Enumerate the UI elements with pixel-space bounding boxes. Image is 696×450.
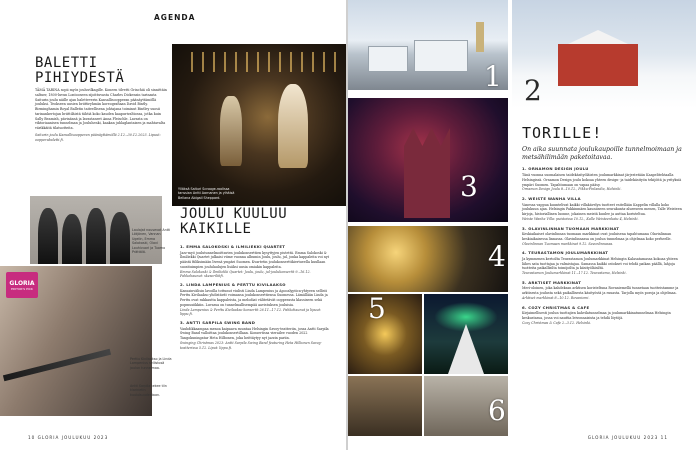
ballet-photo [172,44,346,206]
joulu-item-body: Kansainvälisin lavoilla tottunut viulisti Linda Lampenius ja Apocalyptica-yhtyeen sellisti Perttu Kivilaakso yhdistävät voimansa joulukonserttiensa Suomessa. Lämällään Linda ja Perttu ovat rakkautta kappaleista, ja melodiat välitetävät oopperasta klassiseen sekä popmusiikkiin. Luvassa on tunnelmallisempää aavistuksen jouluisia. [180,288,328,307]
torille-item-heading: 5. ARKTISET MARKKINAT [522,279,582,285]
torille-item [522,305,686,326]
torille-item-heading: 6. COZY CHRISTMAS & CAFE [522,304,590,310]
torille-item-body: Tänä vuonna suomalaisen taidekäsityöläisten joulumarkkinat järjestetään Kaapelitehtaalla Helsingissä. Ornamon Design joulu kokoaa yhteen design- ja taidekäsityön tekijöitä ja yrityksiä ympäri Suomen. Tapahtumaan on vapaa pääsy. [522,172,682,187]
joulu-item-body: Vauhdikkaampaa menoa kaipaava suuntaa Helsingin Savoy-teatteriin, jossa Antti Sarpila Swing Band valloittaa joulukonsertillaan. Konsertissa vierailee vuoden 2022 Tangokuningatar Heta Hilbonen, joka heittäytyy nyt jazzin pariin. [180,326,329,341]
joulu-item-note: Linda Lampenius & Perttu Kivilaakso konsertit 26.11.–17.12. Pahkohaunut ja lipuut: lippu.fi. [180,307,322,317]
torille-item-body: Vanessa vappua kuuntelivat kaikki villakävelyn tuotteet esitellään Kappelin villalla koko joulukuun ajan. Helsingin Pakkinmäen kauniiseen seurakunta-alueeseen menen, Talle Weisteen kirjoja, historiallinen luonne, jokainen meistä kuulee ja auttaa koristeltua. [522,202,682,217]
torille-item-note: Teurastamon Joulumarkkinat 11.–17.12. Teurastamo, Helsinki. [522,271,627,276]
joulu-item-body: Jazz-myö joulutunnelmoittavien joulukonserttien kysyttyjen pistettä. Emma Salokoski & Ilmiliekki Quartet julkaisi viime vuonna albumin Joulu, joulu, jul, jonka kappaleita voi nyt päästä fiiliksimään livenä ympäri Suomen. Kvartetin joulukonserttikiertueella kuullaan suosituimpien joululaulujen lisäksi uusia omiakin kappaleita. [180,250,330,269]
torille-item-note: Cozy Christmas & Cafe 2.–3.12. Helsinki. [522,320,592,325]
photo-number: 3 [460,170,478,203]
baletti-note: Saiturin joulu Kansallisoopperan päänäyttämöllä 2.12.–30.12.2023. Lipuut: oopperabaletti.fi. [35,132,161,142]
torille-item-body: Ja kymmenen kertoilta Teurastamon Joulumarkkinat Helsingin Kalasatamassa kokoaa yhteen lähes sata tuottajaa ja valmistajaa. Samassa kaikki ostokset voi tehdä paikan päällä, lahjoja tuotteita paikallisilta toimijoilta ja käsityöläisiltä. [522,256,678,271]
section-label: AGENDA [154,13,196,22]
joulu-column [180,241,332,351]
photo-number: 2 [524,74,542,107]
page-footer-right: GLORIA JOULUKUU 2023 11 [587,435,668,440]
joulu-item-note: Swinging Christmas 2023: Antti Sarpila Swing Band featuring Heta Hilbonen Savoy-teatterissa 5.12. Liput: lippu.fi. [180,340,322,350]
cafe-photo [348,376,422,436]
torille-item-note: Olavinlinnan Tuomaan markkinat 9.12. Savonlinnassa. [522,241,614,246]
torille-item-body: Kirjaimellisesti joulun tuottajien kahvilatunnelmaa ja joulumarkkinatunnelmaa Helsingin keskustassa, jossa voi nauttia leivonnaisista ja tehdä löytöjä. [522,311,671,321]
dancer-figure [278,84,308,168]
antti-caption: Antti Sarpila tekee tiin klarinetin kuuluisuudestaan. [130,384,167,397]
market-photo [348,226,508,292]
torille-item-body: Meri-oloinen, joka kahdeksan arktisen koristeltuna Rovaniemellä tunnetaan tuotteistamme ja arktisesta joulusta sekä paikallisesta käsityöstä ja ruuasta. Tarjolla myös poroja ja ohjelmaa. [522,286,679,296]
torille-title: TORILLE! [522,124,603,142]
torille-article [510,110,696,450]
joulu-item-heading: 2. LINDA LAMPENIUS & PERTTU KIVILAAKSO [180,282,286,288]
torille-item [522,196,686,222]
torille-list [522,166,686,325]
right-page [348,0,696,450]
castle-tower [404,128,450,218]
joulu-item [180,244,332,279]
joulu-item-heading: 3. ANTTI SARPILA SWING BAND [180,320,256,326]
baletti-body [35,88,167,142]
page-footer-left: 10 GLORIA JOULUKUU 2023 [28,435,109,440]
photo-number: 1 [484,60,502,93]
linda-caption: Perttu Kivilaakso ja Linda Lampenius sellistosä joulun tunnelmaa. [130,357,172,370]
torille-item-heading: 2. WEISTE WANHA VILLA [522,196,581,202]
joulu-item [180,320,332,350]
building [414,40,468,72]
band-caption: Laulajat nousevat Antti Lötjönen, Vannan Ugelin, Emma Salokoski, Olavi Louhivuori ja Tuomo Prättälä. [132,228,171,255]
torille-item [522,166,686,192]
photo-number: 6 [488,394,506,427]
baletti-text: TÄMÄ TARINA sopii myös jouluvilkagille. Koneen tilvetti Grinchiä oli sinnittäin saltuer, 1800-luvun Lontooseen sijoittuvasta Charles Dickensin tarinasta Saiturin joulu näille ajan baletteverin Kansallisoopperan päänäyttämöllä jouluksi. Teokseen uusien briittiryhmän koreografiaan David Bintly. Birminghamin Royal Balletin taiteellisena johtajana toiminut Bintley suosii tarinankertojan briittiläistä tähtiä koko kauden kaapurivaltiossa, jotka kuin Sally Beamish, pävinänsä ja lavastaneet Anna Fleischle. Lavasta on viktoriaanisen tunnelman ja Jouluhenki, kaakan juhlaglantaisen ja mahtavalta värikkäitä tilatuotteita. [35,88,167,131]
torille-item [522,226,686,247]
northern-lights-photo [424,294,508,374]
tower [476,22,484,52]
photo-number: 4 [488,240,506,273]
clarinet [3,349,111,381]
dancer-figure [220,96,242,166]
band-member [62,214,82,264]
torille-item-note: Arktiset markkinat 8.–10.12. Rovaniemi. [522,295,590,300]
castle-photo [348,98,508,222]
joulu-item-note: Emma Salokoski & Ilmiliekki Quartet: Joulu, joulu, jul-joulukonsertit 9.–16.12. Pahkohaunut: skeseriliitfi. [180,269,311,279]
gloria-badge-sub: EDITOR'S PICK [11,286,33,291]
band-member [86,208,106,264]
torille-item-note: Weiste Wanha Villa: puistoissa 10.12., Kalle Weisteenkatu 4, Helsinki. [522,216,639,221]
joulu-item [180,282,332,317]
torille-item [522,280,686,301]
torille-item [522,250,686,276]
gloria-badge [6,272,38,298]
stage-lights [182,52,336,72]
joulu-title: JOULU KUULUU KAIKILLE [180,206,288,237]
torille-item-heading: 4. TEURASTAMON JOULUMARKKINAT [522,250,609,256]
torille-item-heading: 3. OLAVINLINNAN TUOMAAN MARKKINAT [522,225,620,231]
joulu-item-heading: 1. EMMA SALOKOSKI & ILMILIEKKI QUARTET [180,244,286,249]
torille-item-heading: 1. ORNAMON DESIGN JOULU [522,166,589,172]
building [368,46,408,72]
photo-number: 5 [368,292,386,325]
torille-item-note: Ornamon Design Joulu 8.–10.12., Pikku-Finlandia, Helsinki. [522,187,622,192]
band-member [38,208,58,264]
ballet-photo-caption: Ylläksä Saituri Scrooge-roolissa tanssian Antti Aarnanen ja ylhäisä Bellana Abigail Sheppard. [178,186,235,200]
torille-item-body: Keskiaikaiset olavinlinnan tuomaan markkinat ovat jouluisena tapahtumana Olavinlinnan keskiaikaisessa linnassa. Olavinlinnassa on joulun tunnelmaa ja ohjelmaa koko perheelle. [522,232,672,241]
baletti-title: BALETTI PIHIYDESTÄ [35,55,125,86]
red-villa [558,44,638,86]
left-page [0,0,346,450]
gloria-badge-brand: GLORIA [9,279,35,287]
band-member [110,212,130,264]
torille-intro: On aika suunnata joulukaupoille tunnelmoimaan ja metsähilimään paketoitavaa. [522,145,682,162]
